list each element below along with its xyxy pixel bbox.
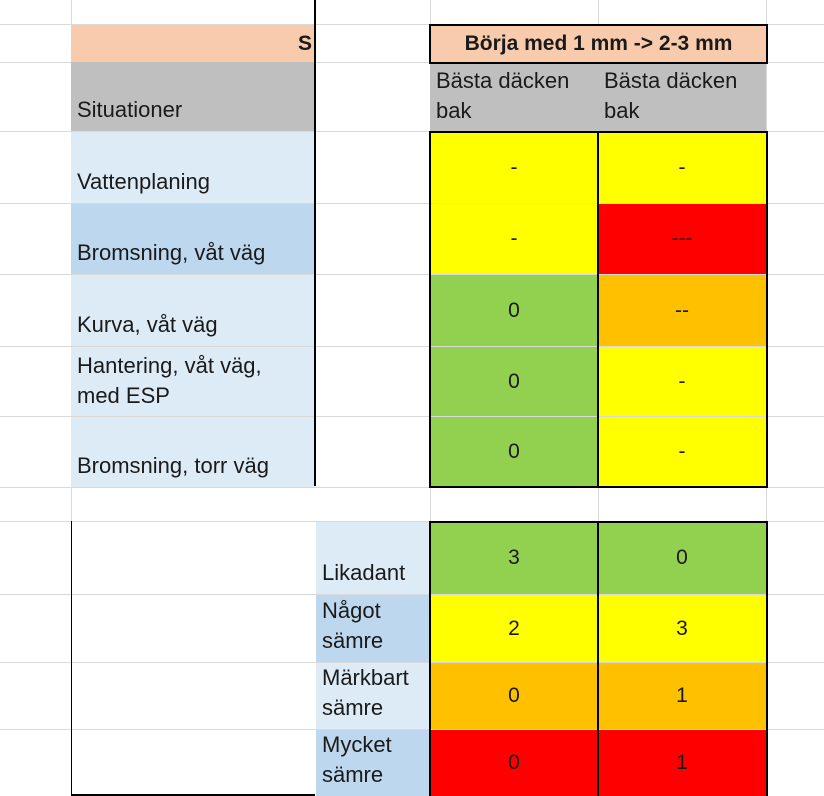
summary-count: 0: [508, 684, 520, 707]
situationer-header-cell[interactable]: [71, 62, 314, 131]
freeze-pane-divider: [314, 0, 316, 486]
summary-label: Likadant: [322, 560, 406, 585]
summary-count: 1: [676, 684, 688, 707]
situationer-header: Situationer: [77, 97, 183, 122]
situation-cell[interactable]: [71, 417, 314, 487]
summary-count: 0: [676, 546, 688, 569]
col-header-cell[interactable]: [598, 62, 766, 131]
rating-value: ---: [671, 227, 693, 250]
left-header-cell[interactable]: [71, 25, 314, 62]
rating-value: -: [678, 440, 686, 463]
situation-cell[interactable]: [71, 347, 314, 416]
col-header-1: Bästa däcken bak: [436, 68, 570, 123]
situation-label: Bromsning, torr väg: [77, 453, 269, 478]
column-divider: [597, 131, 599, 488]
rating-value: 0: [508, 440, 520, 463]
rating-value: --: [675, 298, 689, 322]
right-header: Börja med 1 mm -> 2-3 mm: [464, 31, 733, 55]
summary-count: 0: [508, 751, 520, 774]
rating-value: -: [678, 155, 686, 179]
rating-value: 0: [508, 298, 520, 322]
rating-value: -: [678, 369, 686, 393]
summary-label-cell[interactable]: [316, 730, 430, 796]
situation-cell[interactable]: [71, 204, 314, 274]
col-header-cell[interactable]: [430, 62, 598, 131]
summary-count: 2: [508, 616, 520, 640]
situation-cell[interactable]: [71, 132, 314, 203]
summary-count: 3: [508, 546, 520, 569]
summary-label-cell[interactable]: [316, 522, 430, 594]
situation-cell[interactable]: [71, 275, 314, 346]
col-header-2: Bästa däcken bak: [604, 68, 738, 123]
rating-value: 0: [508, 369, 520, 393]
situation-label: Bromsning, våt väg: [77, 240, 266, 265]
summary-count: 3: [676, 616, 688, 640]
summary-label-cell[interactable]: [316, 663, 430, 729]
summary-count: 1: [676, 751, 688, 774]
left-header-fragment: S: [297, 31, 312, 55]
column-divider: [597, 521, 599, 796]
header-border: [429, 24, 768, 64]
border-line: [71, 521, 72, 795]
summary-label: Märkbart sämre: [322, 665, 409, 720]
summary-label: Något sämre: [322, 598, 384, 653]
situation-label: Kurva, våt väg: [77, 312, 218, 337]
rating-value: -: [510, 155, 518, 179]
summary-label: Mycket sämre: [322, 732, 392, 787]
situation-label: Vattenplaning: [77, 169, 210, 194]
situation-label: Hantering, våt väg, med ESP: [77, 353, 262, 408]
rating-value: -: [510, 227, 518, 250]
summary-label-cell[interactable]: [316, 595, 430, 662]
